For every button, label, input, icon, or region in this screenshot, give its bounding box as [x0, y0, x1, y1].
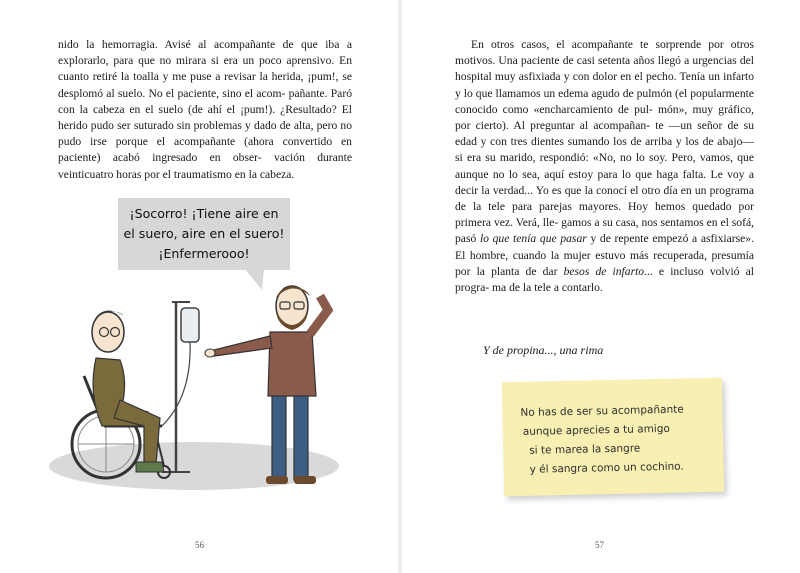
italic-phrase: besos de infarto	[563, 264, 645, 278]
text-line: (el popularmente conocido como «encharcamiento de pul-	[455, 86, 754, 116]
text-line: de arriba y los de abajo— si era su marido, respondió: «No,	[455, 135, 754, 165]
bubble-line: ¡Enfermerooo!	[158, 246, 250, 261]
text-line: no lo soy. Pero, vamos, que aunque no lo sea, aquí estoy	[455, 151, 754, 181]
text-line: explorarlo, para que no mirara si era un poco aprensivo.	[58, 54, 335, 68]
text-line: un infarto y lo que llamamos un edema agudo de pulmón	[455, 70, 754, 100]
page-number: 56	[195, 540, 204, 550]
text-line: y de repente empezó a asfixiarse». El hombre,	[455, 232, 754, 262]
text-line: cuando la mujer estuvo más recuperada, presumía por la	[455, 248, 754, 278]
text-line: vación durante veinticuatro horas por el traumatismo en	[58, 151, 352, 181]
rhyme-heading: Y de propina..., una rima	[483, 343, 604, 357]
text-line: dado de alta, pero no pudo irse porque el acompañante	[58, 119, 352, 149]
right-paragraph	[455, 37, 754, 296]
text-line: mayores. Hoy hemos quedado por primera vez. Verá, lle-	[455, 200, 754, 230]
text-line: (ahora convertido en paciente) acabó ingresado en obser-	[58, 135, 352, 165]
page-number: 57	[595, 540, 604, 550]
italic-phrase: que pasar	[539, 232, 587, 246]
rhyme-line: No has de ser su acompañante	[520, 403, 684, 419]
italic-phrase: lo que tenía	[479, 232, 537, 246]
text-line: gamos a su casa, nos sentamos en el sofá, pasó	[455, 216, 754, 246]
text-line: En cuanto retiré la toalla y me puse a revisar la herida,	[58, 54, 352, 84]
left-page-body	[58, 37, 352, 183]
text-line: ... e incluso volvió al progra-	[455, 264, 754, 295]
text-line: En otros casos, el acompañante te sorprende por otros	[471, 38, 754, 51]
text-line: para lo que haga falta. Le voy a decir la verdad... Yo es que	[455, 167, 755, 197]
sticky-note	[502, 378, 724, 497]
text-line: te —un señor de su edad y con tres dientes sumando los	[455, 119, 754, 149]
bubble-line: el suero, aire en el suero!	[123, 226, 285, 241]
text-line: ma de la tele a contarlo.	[492, 281, 603, 295]
speech-bubble	[118, 198, 290, 270]
book-gutter	[398, 0, 402, 573]
text-line: pañante. Paró con la cabeza en el suelo (de ahí el ¡pum!).	[58, 86, 352, 116]
text-line: del hospital muy asfixiada y con dolor en el pecho. Tenía	[455, 54, 754, 84]
left-paragraph	[58, 37, 352, 183]
right-page-body	[455, 37, 754, 296]
text-line: ¿Resultado? El herido pudo ser suturado sin problemas y	[58, 102, 352, 133]
rhyme-line: aunque aprecies a tu amigo	[522, 422, 670, 438]
text-line: ¡pum!, se desplomó al suelo. No el paciente, sino el acom-	[58, 70, 352, 100]
text-line: nido la hemorragia. Avisé al acompañante de que iba a	[58, 38, 352, 51]
text-line: la cabeza.	[248, 167, 295, 181]
text-line: planta de dar	[491, 264, 564, 278]
rhyme-line: si te marea la sangre	[529, 442, 641, 457]
bubble-line: ¡Socorro! ¡Tiene aire en	[129, 206, 279, 221]
text-line: la conocí el otro día en un programa de la tele para parejas	[455, 183, 754, 214]
text-line: motivos. Una paciente de casi setenta años llegó a urgencias	[455, 54, 737, 68]
text-line: món», muy gráfico, por cierto). Al preguntar al acompañan-	[455, 102, 754, 133]
rhyme-line: y él sangra como un cochino.	[529, 460, 684, 476]
cartoon-illustration	[44, 276, 344, 516]
